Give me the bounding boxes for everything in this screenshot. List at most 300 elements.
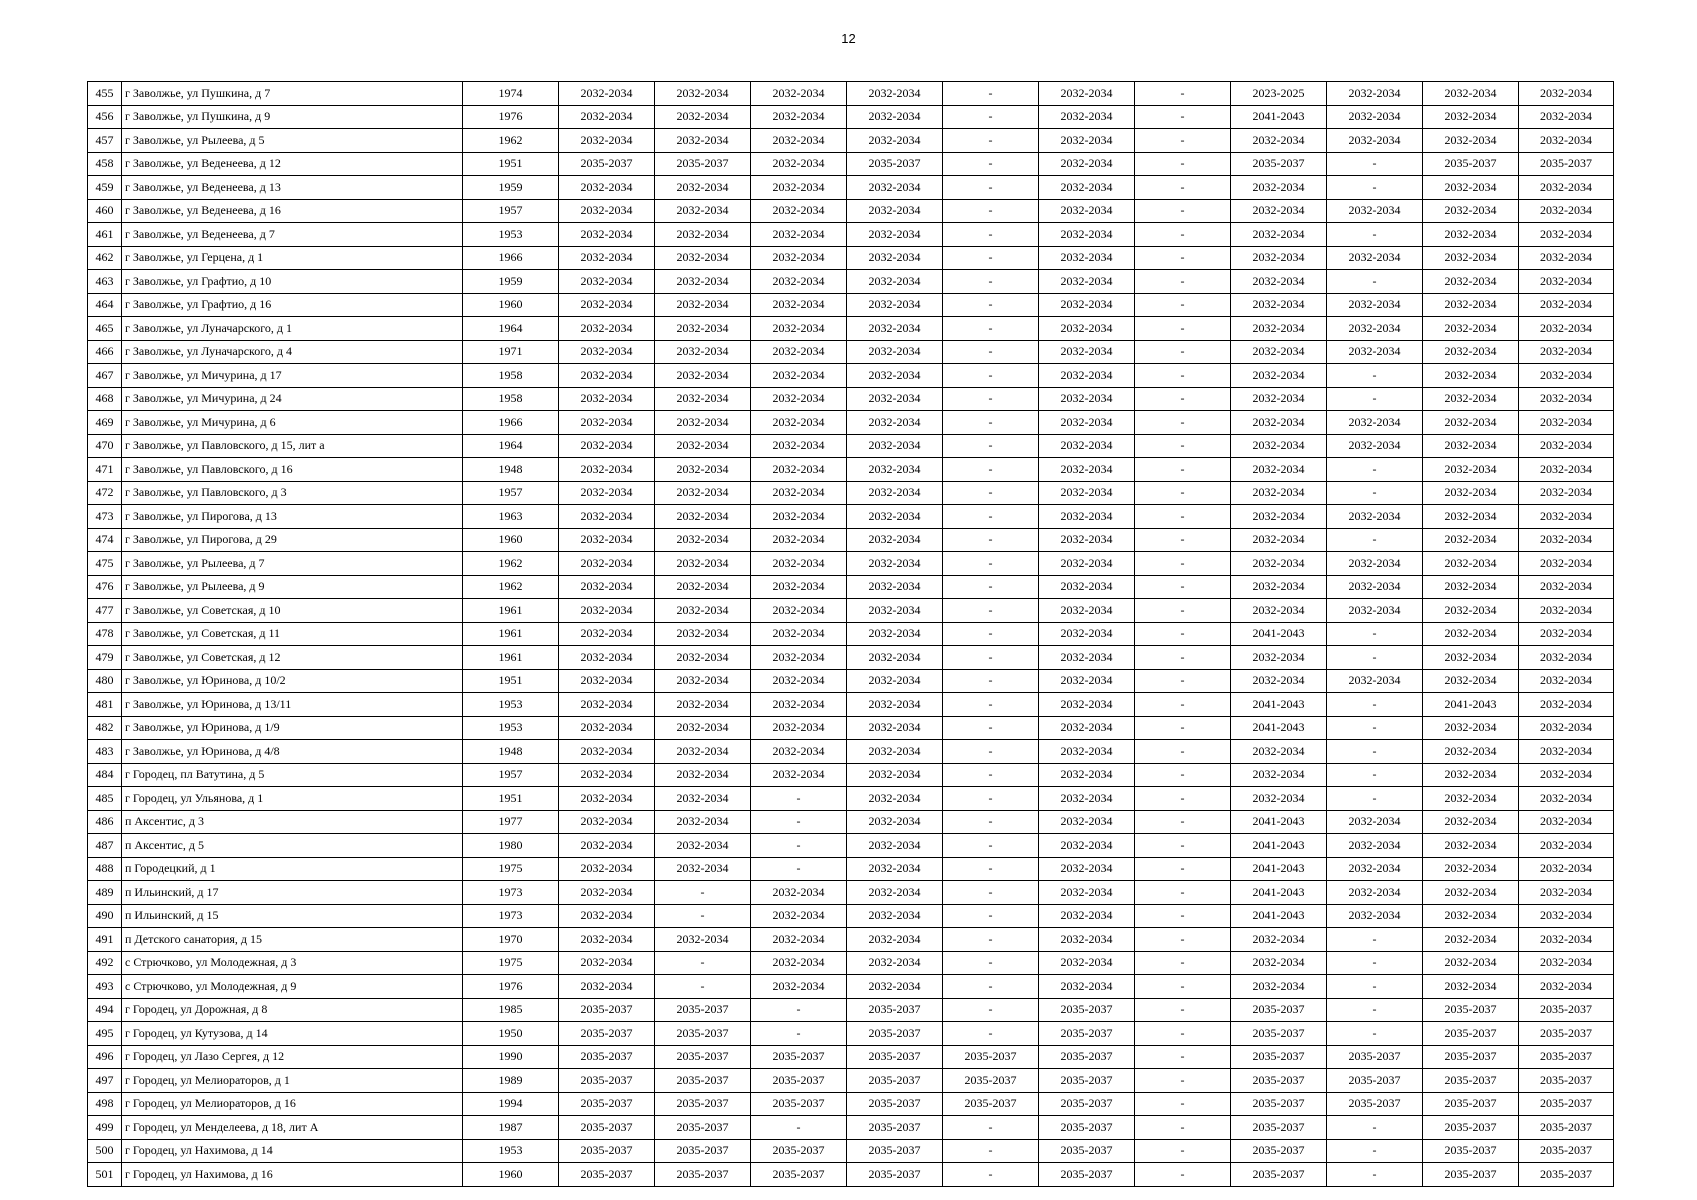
period-cell: 2032-2034 — [655, 105, 751, 129]
address-cell: г Заволжье, ул Павловского, д 16 — [122, 458, 463, 482]
period-cell: - — [1135, 646, 1231, 670]
address-cell: г Заволжье, ул Мичурина, д 17 — [122, 364, 463, 388]
table-row — [88, 152, 1614, 176]
period-cell: - — [1327, 223, 1423, 247]
build-year-cell: 1974 — [463, 82, 559, 106]
period-cell: - — [1327, 1163, 1423, 1187]
period-cell: 2035-2037 — [559, 1022, 655, 1046]
period-cell: - — [1135, 364, 1231, 388]
period-cell: 2032-2034 — [559, 223, 655, 247]
build-year-cell: 1958 — [463, 387, 559, 411]
period-cell: 2035-2037 — [1039, 1069, 1135, 1093]
address-cell: г Городец, ул Нахимова, д 16 — [122, 1163, 463, 1187]
period-cell: - — [1135, 505, 1231, 529]
period-cell: 2032-2034 — [559, 317, 655, 341]
period-cell: - — [1327, 998, 1423, 1022]
period-cell: 2035-2037 — [559, 1163, 655, 1187]
period-cell: 2032-2034 — [1327, 434, 1423, 458]
period-cell: 2035-2037 — [847, 1069, 943, 1093]
row-number-cell: 464 — [88, 293, 122, 317]
period-cell: 2041-2043 — [1231, 810, 1327, 834]
period-cell: 2032-2034 — [751, 105, 847, 129]
row-number-cell: 475 — [88, 552, 122, 576]
build-year-cell: 1959 — [463, 270, 559, 294]
period-cell: - — [1135, 763, 1231, 787]
table-row — [88, 810, 1614, 834]
period-cell: 2032-2034 — [751, 458, 847, 482]
period-cell: 2035-2037 — [943, 1092, 1039, 1116]
build-year-cell: 1961 — [463, 622, 559, 646]
period-cell: - — [1327, 387, 1423, 411]
period-cell: 2032-2034 — [1327, 82, 1423, 106]
period-cell: 2032-2034 — [559, 599, 655, 623]
build-year-cell: 1953 — [463, 716, 559, 740]
period-cell: - — [1135, 951, 1231, 975]
period-cell: 2032-2034 — [1039, 669, 1135, 693]
period-cell: 2032-2034 — [1423, 246, 1519, 270]
period-cell: 2032-2034 — [1039, 857, 1135, 881]
period-cell: - — [1135, 340, 1231, 364]
period-cell: 2032-2034 — [847, 82, 943, 106]
period-cell: 2041-2043 — [1231, 881, 1327, 905]
period-cell: - — [1135, 293, 1231, 317]
period-cell: - — [943, 810, 1039, 834]
build-year-cell: 1975 — [463, 857, 559, 881]
period-cell: 2032-2034 — [751, 223, 847, 247]
period-cell: 2032-2034 — [847, 505, 943, 529]
period-cell: 2032-2034 — [847, 810, 943, 834]
period-cell: - — [655, 951, 751, 975]
period-cell: 2032-2034 — [1327, 834, 1423, 858]
period-cell: 2032-2034 — [655, 763, 751, 787]
table-row — [88, 199, 1614, 223]
build-year-cell: 1948 — [463, 740, 559, 764]
period-cell: 2032-2034 — [847, 176, 943, 200]
period-cell: 2032-2034 — [559, 904, 655, 928]
period-cell: - — [943, 740, 1039, 764]
period-cell: 2032-2034 — [751, 904, 847, 928]
table-row — [88, 293, 1614, 317]
period-cell: - — [943, 599, 1039, 623]
table-row — [88, 669, 1614, 693]
period-cell: 2032-2034 — [1231, 552, 1327, 576]
period-cell: - — [1135, 176, 1231, 200]
period-cell: 2035-2037 — [1039, 1045, 1135, 1069]
period-cell: 2032-2034 — [1423, 458, 1519, 482]
address-cell: г Заволжье, ул Луначарского, д 1 — [122, 317, 463, 341]
period-cell: - — [1135, 787, 1231, 811]
period-cell: 2032-2034 — [1423, 552, 1519, 576]
period-cell: 2032-2034 — [1423, 763, 1519, 787]
period-cell: 2032-2034 — [1423, 223, 1519, 247]
period-cell: 2032-2034 — [1423, 270, 1519, 294]
build-year-cell: 1957 — [463, 199, 559, 223]
build-year-cell: 1964 — [463, 434, 559, 458]
period-cell: 2032-2034 — [1519, 599, 1614, 623]
address-cell: г Заволжье, ул Советская, д 12 — [122, 646, 463, 670]
table-row — [88, 176, 1614, 200]
period-cell: - — [1135, 1092, 1231, 1116]
period-cell: 2032-2034 — [1519, 763, 1614, 787]
period-cell: 2032-2034 — [751, 528, 847, 552]
address-cell: г Заволжье, ул Луначарского, д 4 — [122, 340, 463, 364]
row-number-cell: 501 — [88, 1163, 122, 1187]
period-cell: 2032-2034 — [1039, 293, 1135, 317]
period-cell: 2041-2043 — [1231, 693, 1327, 717]
period-cell: 2032-2034 — [847, 575, 943, 599]
address-cell: г Заволжье, ул Мичурина, д 24 — [122, 387, 463, 411]
period-cell: 2032-2034 — [655, 129, 751, 153]
period-cell: 2032-2034 — [1423, 810, 1519, 834]
period-cell: - — [1327, 693, 1423, 717]
build-year-cell: 1961 — [463, 599, 559, 623]
period-cell: - — [1135, 716, 1231, 740]
repair-schedule-table — [87, 81, 1614, 1187]
build-year-cell: 1958 — [463, 364, 559, 388]
build-year-cell: 1973 — [463, 881, 559, 905]
period-cell: 2035-2037 — [655, 1092, 751, 1116]
period-cell: - — [943, 364, 1039, 388]
period-cell: 2032-2034 — [655, 411, 751, 435]
period-cell: 2032-2034 — [1327, 505, 1423, 529]
table-row — [88, 716, 1614, 740]
period-cell: 2032-2034 — [1423, 387, 1519, 411]
row-number-cell: 471 — [88, 458, 122, 482]
period-cell: 2032-2034 — [847, 223, 943, 247]
table-row — [88, 340, 1614, 364]
period-cell: - — [1327, 176, 1423, 200]
address-cell: г Заволжье, ул Юринова, д 1/9 — [122, 716, 463, 740]
period-cell: 2032-2034 — [1327, 411, 1423, 435]
row-number-cell: 491 — [88, 928, 122, 952]
row-number-cell: 489 — [88, 881, 122, 905]
build-year-cell: 1977 — [463, 810, 559, 834]
period-cell: 2032-2034 — [1519, 481, 1614, 505]
period-cell: - — [943, 716, 1039, 740]
table-row — [88, 740, 1614, 764]
period-cell: 2032-2034 — [655, 270, 751, 294]
period-cell: 2032-2034 — [1327, 904, 1423, 928]
period-cell: - — [943, 834, 1039, 858]
period-cell: 2032-2034 — [655, 575, 751, 599]
period-cell: - — [943, 552, 1039, 576]
period-cell: 2035-2037 — [655, 1139, 751, 1163]
period-cell: 2032-2034 — [1327, 552, 1423, 576]
table-row — [88, 270, 1614, 294]
address-cell: г Заволжье, ул Советская, д 11 — [122, 622, 463, 646]
table-row — [88, 599, 1614, 623]
period-cell: 2032-2034 — [751, 481, 847, 505]
period-cell: - — [943, 82, 1039, 106]
period-cell: 2041-2043 — [1231, 904, 1327, 928]
address-cell: с Стрючково, ул Молодежная, д 9 — [122, 975, 463, 999]
period-cell: 2032-2034 — [751, 176, 847, 200]
address-cell: г Заволжье, ул Мичурина, д 6 — [122, 411, 463, 435]
period-cell: 2032-2034 — [559, 669, 655, 693]
period-cell: 2032-2034 — [1519, 246, 1614, 270]
period-cell: 2032-2034 — [1519, 787, 1614, 811]
period-cell: 2032-2034 — [847, 364, 943, 388]
period-cell: 2035-2037 — [1231, 998, 1327, 1022]
row-number-cell: 476 — [88, 575, 122, 599]
period-cell: 2032-2034 — [847, 834, 943, 858]
address-cell: г Заволжье, ул Советская, д 10 — [122, 599, 463, 623]
period-cell: 2032-2034 — [1039, 693, 1135, 717]
period-cell: - — [1135, 857, 1231, 881]
row-number-cell: 482 — [88, 716, 122, 740]
build-year-cell: 1962 — [463, 552, 559, 576]
period-cell: 2032-2034 — [847, 740, 943, 764]
period-cell: - — [943, 763, 1039, 787]
address-cell: г Городец, ул Нахимова, д 14 — [122, 1139, 463, 1163]
row-number-cell: 481 — [88, 693, 122, 717]
period-cell: 2032-2034 — [559, 481, 655, 505]
period-cell: 2032-2034 — [1231, 599, 1327, 623]
period-cell: 2032-2034 — [1519, 857, 1614, 881]
table-row — [88, 82, 1614, 106]
period-cell: 2032-2034 — [847, 693, 943, 717]
period-cell: 2032-2034 — [751, 975, 847, 999]
period-cell: 2032-2034 — [655, 740, 751, 764]
period-cell: - — [943, 434, 1039, 458]
address-cell: г Городец, ул Ульянова, д 1 — [122, 787, 463, 811]
period-cell: - — [943, 951, 1039, 975]
period-cell: - — [943, 340, 1039, 364]
period-cell: 2032-2034 — [1039, 176, 1135, 200]
table-row — [88, 364, 1614, 388]
address-cell: п Ильинский, д 17 — [122, 881, 463, 905]
period-cell: - — [943, 293, 1039, 317]
period-cell: 2032-2034 — [559, 575, 655, 599]
period-cell: - — [943, 387, 1039, 411]
period-cell: 2032-2034 — [1231, 176, 1327, 200]
address-cell: г Заволжье, ул Графтио, д 10 — [122, 270, 463, 294]
period-cell: 2032-2034 — [559, 458, 655, 482]
period-cell: 2032-2034 — [847, 763, 943, 787]
build-year-cell: 1976 — [463, 975, 559, 999]
table-row — [88, 998, 1614, 1022]
period-cell: 2032-2034 — [1519, 129, 1614, 153]
period-cell: 2032-2034 — [1039, 787, 1135, 811]
build-year-cell: 1957 — [463, 481, 559, 505]
period-cell: 2032-2034 — [1327, 340, 1423, 364]
period-cell: 2032-2034 — [847, 857, 943, 881]
period-cell: 2032-2034 — [847, 928, 943, 952]
period-cell: - — [1135, 834, 1231, 858]
period-cell: 2032-2034 — [1039, 763, 1135, 787]
period-cell: 2032-2034 — [1519, 176, 1614, 200]
period-cell: 2035-2037 — [1519, 1045, 1614, 1069]
period-cell: - — [1135, 810, 1231, 834]
period-cell: 2032-2034 — [847, 105, 943, 129]
period-cell: 2032-2034 — [1039, 716, 1135, 740]
period-cell: 2032-2034 — [1039, 246, 1135, 270]
row-number-cell: 479 — [88, 646, 122, 670]
period-cell: 2032-2034 — [1039, 458, 1135, 482]
period-cell: 2035-2037 — [943, 1069, 1039, 1093]
period-cell: - — [943, 176, 1039, 200]
period-cell: 2032-2034 — [1519, 317, 1614, 341]
row-number-cell: 497 — [88, 1069, 122, 1093]
period-cell: 2032-2034 — [1231, 646, 1327, 670]
period-cell: - — [943, 223, 1039, 247]
period-cell: 2032-2034 — [559, 82, 655, 106]
period-cell: - — [1135, 975, 1231, 999]
period-cell: 2032-2034 — [655, 176, 751, 200]
row-number-cell: 470 — [88, 434, 122, 458]
period-cell: - — [1135, 481, 1231, 505]
row-number-cell: 473 — [88, 505, 122, 529]
period-cell: 2041-2043 — [1231, 105, 1327, 129]
period-cell: 2032-2034 — [655, 622, 751, 646]
period-cell: 2032-2034 — [1039, 411, 1135, 435]
build-year-cell: 1964 — [463, 317, 559, 341]
period-cell: 2032-2034 — [847, 411, 943, 435]
period-cell: - — [751, 998, 847, 1022]
period-cell: - — [1135, 199, 1231, 223]
row-number-cell: 486 — [88, 810, 122, 834]
period-cell: 2032-2034 — [1327, 575, 1423, 599]
period-cell: - — [943, 904, 1039, 928]
period-cell: 2032-2034 — [1231, 293, 1327, 317]
period-cell: - — [751, 834, 847, 858]
period-cell: - — [943, 1163, 1039, 1187]
build-year-cell: 1960 — [463, 528, 559, 552]
period-cell: 2032-2034 — [559, 646, 655, 670]
period-cell: 2032-2034 — [1327, 129, 1423, 153]
period-cell: 2035-2037 — [1327, 1045, 1423, 1069]
period-cell: 2032-2034 — [655, 293, 751, 317]
period-cell: 2032-2034 — [1519, 364, 1614, 388]
period-cell: 2032-2034 — [847, 669, 943, 693]
period-cell: - — [1327, 270, 1423, 294]
period-cell: 2032-2034 — [1423, 857, 1519, 881]
table-row — [88, 105, 1614, 129]
period-cell: - — [1135, 246, 1231, 270]
row-number-cell: 498 — [88, 1092, 122, 1116]
period-cell: - — [943, 857, 1039, 881]
period-cell: - — [943, 505, 1039, 529]
period-cell: 2032-2034 — [1231, 951, 1327, 975]
period-cell: - — [1327, 1022, 1423, 1046]
row-number-cell: 494 — [88, 998, 122, 1022]
period-cell: 2035-2037 — [1423, 1092, 1519, 1116]
period-cell: 2032-2034 — [559, 176, 655, 200]
period-cell: 2032-2034 — [847, 387, 943, 411]
period-cell: 2035-2037 — [655, 998, 751, 1022]
period-cell: - — [655, 881, 751, 905]
period-cell: - — [1135, 575, 1231, 599]
period-cell: 2032-2034 — [655, 199, 751, 223]
period-cell: 2032-2034 — [1039, 834, 1135, 858]
period-cell: 2035-2037 — [943, 1045, 1039, 1069]
row-number-cell: 465 — [88, 317, 122, 341]
build-year-cell: 1966 — [463, 411, 559, 435]
period-cell: 2035-2037 — [1423, 152, 1519, 176]
table-row — [88, 552, 1614, 576]
period-cell: 2035-2037 — [1423, 998, 1519, 1022]
period-cell: - — [1135, 693, 1231, 717]
address-cell: г Заволжье, ул Веденеева, д 12 — [122, 152, 463, 176]
period-cell: - — [943, 270, 1039, 294]
period-cell: - — [1327, 622, 1423, 646]
period-cell: 2032-2034 — [1231, 669, 1327, 693]
period-cell: 2032-2034 — [1039, 810, 1135, 834]
period-cell: 2032-2034 — [1519, 834, 1614, 858]
period-cell: 2032-2034 — [559, 810, 655, 834]
period-cell: - — [943, 975, 1039, 999]
row-number-cell: 469 — [88, 411, 122, 435]
period-cell: 2032-2034 — [1519, 693, 1614, 717]
period-cell: 2035-2037 — [1519, 1092, 1614, 1116]
period-cell: 2032-2034 — [1039, 528, 1135, 552]
period-cell: 2032-2034 — [559, 364, 655, 388]
period-cell: - — [751, 787, 847, 811]
period-cell: 2032-2034 — [1039, 552, 1135, 576]
period-cell: 2032-2034 — [1423, 622, 1519, 646]
period-cell: 2032-2034 — [847, 622, 943, 646]
period-cell: 2032-2034 — [1231, 317, 1327, 341]
address-cell: г Заволжье, ул Юринова, д 13/11 — [122, 693, 463, 717]
address-cell: г Городец, ул Мелиораторов, д 16 — [122, 1092, 463, 1116]
period-cell: - — [943, 481, 1039, 505]
period-cell: 2032-2034 — [1519, 458, 1614, 482]
period-cell: 2035-2037 — [751, 1139, 847, 1163]
period-cell: 2032-2034 — [847, 552, 943, 576]
period-cell: 2032-2034 — [655, 481, 751, 505]
period-cell: 2035-2037 — [655, 1116, 751, 1140]
table-row — [88, 129, 1614, 153]
period-cell: - — [655, 975, 751, 999]
period-cell: - — [943, 1139, 1039, 1163]
period-cell: 2032-2034 — [751, 716, 847, 740]
period-cell: 2035-2037 — [1519, 1163, 1614, 1187]
period-cell: 2032-2034 — [1039, 481, 1135, 505]
period-cell: 2035-2037 — [1039, 1022, 1135, 1046]
address-cell: г Заволжье, ул Пушкина, д 7 — [122, 82, 463, 106]
period-cell: 2035-2037 — [559, 1116, 655, 1140]
period-cell: - — [943, 458, 1039, 482]
period-cell: 2032-2034 — [655, 505, 751, 529]
period-cell: - — [1135, 998, 1231, 1022]
period-cell: 2035-2037 — [1231, 152, 1327, 176]
build-year-cell: 1950 — [463, 1022, 559, 1046]
address-cell: п Аксентис, д 5 — [122, 834, 463, 858]
period-cell: 2032-2034 — [1423, 951, 1519, 975]
table-row — [88, 1045, 1614, 1069]
period-cell: 2032-2034 — [1519, 552, 1614, 576]
period-cell: 2032-2034 — [655, 716, 751, 740]
period-cell: 2035-2037 — [1039, 1116, 1135, 1140]
period-cell: 2032-2034 — [655, 246, 751, 270]
period-cell: 2032-2034 — [1423, 787, 1519, 811]
period-cell: 2032-2034 — [1519, 105, 1614, 129]
period-cell: 2032-2034 — [847, 317, 943, 341]
period-cell: 2032-2034 — [559, 881, 655, 905]
build-year-cell: 1994 — [463, 1092, 559, 1116]
period-cell: 2032-2034 — [1519, 223, 1614, 247]
period-cell: 2035-2037 — [1519, 1139, 1614, 1163]
build-year-cell: 1963 — [463, 505, 559, 529]
period-cell: 2035-2037 — [559, 1139, 655, 1163]
address-cell: г Заволжье, ул Юринова, д 4/8 — [122, 740, 463, 764]
period-cell: - — [943, 1116, 1039, 1140]
period-cell: 2032-2034 — [1039, 951, 1135, 975]
address-cell: г Городец, ул Кутузова, д 14 — [122, 1022, 463, 1046]
period-cell: 2032-2034 — [655, 458, 751, 482]
period-cell: 2035-2037 — [655, 1045, 751, 1069]
period-cell: 2035-2037 — [1231, 1139, 1327, 1163]
